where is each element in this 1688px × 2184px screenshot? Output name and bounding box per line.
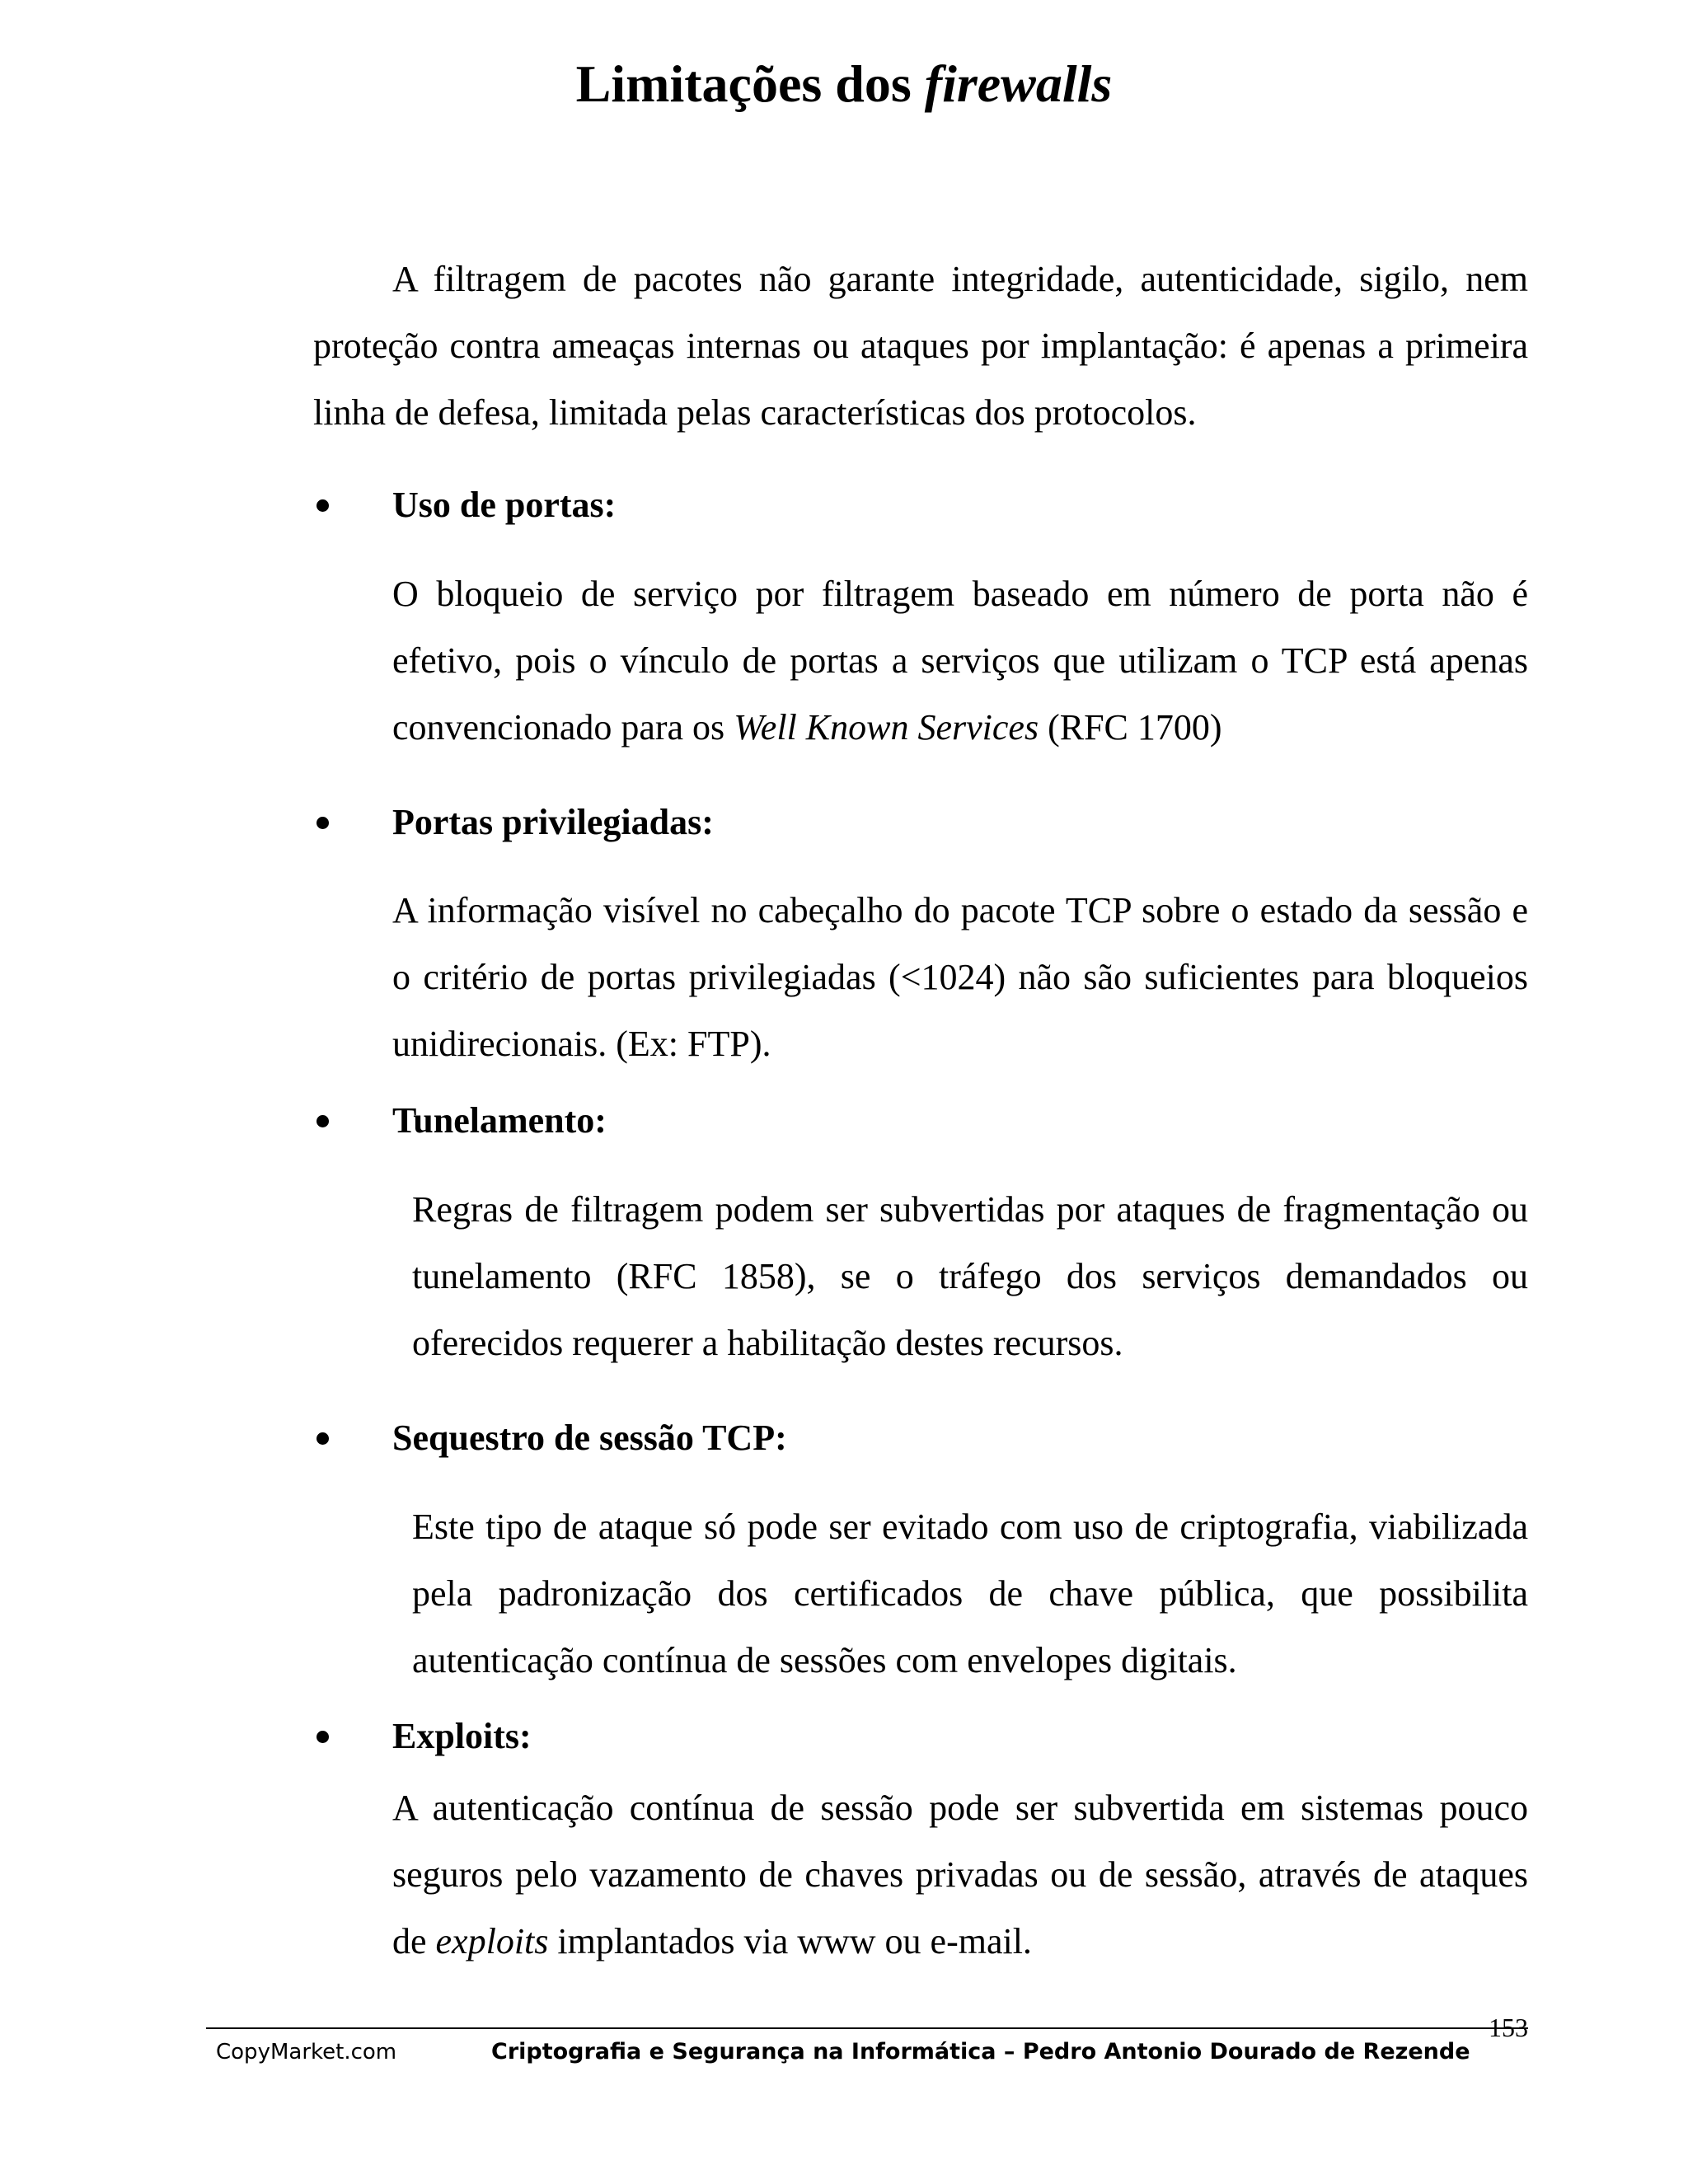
- body-text-end: (RFC 1700): [1039, 707, 1222, 748]
- bullet-item-exploits: [313, 1712, 1528, 1761]
- bullet-icon: [313, 480, 331, 530]
- body-emphasis: exploits: [435, 1921, 549, 1961]
- bullet-icon: [313, 1413, 331, 1463]
- intro-paragraph: [313, 246, 1528, 446]
- bullet-item-portas-privilegiadas: [313, 798, 1528, 847]
- bullet-icon: [313, 1712, 331, 1761]
- title-prefix: Limitações dos: [575, 54, 925, 113]
- intro-text: A filtragem de pacotes não garante integridade, autenticidade, sigilo, nem proteção contra ameaças internas ou ataques por implantação: é apenas a primeira linha de defesa, limitada pelas características dos protocolos.: [313, 259, 1528, 433]
- page-number: 153: [1489, 2013, 1528, 2042]
- bullet-icon: [313, 798, 331, 847]
- body-emphasis: Well Known Services: [734, 707, 1039, 748]
- footer-publisher: CopyMarket.com: [216, 2040, 397, 2064]
- bullet-item-uso-de-portas: [313, 480, 1528, 530]
- section-body-portas-privilegiadas: A informação visível no cabeçalho do pacote TCP sobre o estado da sessão e o critério de portas privilegiadas (<1024) não são suficientes para bloqueios unidirecionais. (Ex: FTP).: [392, 890, 1528, 1064]
- footer-book-title: Criptografia e Segurança na Informática – Pedro Antonio Dourado de Rezende: [491, 2039, 1470, 2064]
- page-title: [0, 51, 1688, 117]
- title-emphasis: firewalls: [924, 54, 1113, 113]
- section-body-sequestro-de-sessao: Este tipo de ataque só pode ser evitado com uso de criptografia, viabilizada pela padronização dos certificados de chave pública, que possibilita autenticação contínua de sessões com envelopes digitais.: [412, 1507, 1528, 1680]
- bullet-heading: Sequestro de sessão TCP:: [392, 1418, 787, 1458]
- bullet-heading: Tunelamento:: [392, 1100, 607, 1141]
- body-text-end: implantados via www ou e-mail.: [548, 1921, 1032, 1961]
- bullet-heading: Portas privilegiadas:: [392, 802, 714, 842]
- bullet-heading: Exploits:: [392, 1716, 532, 1756]
- section-body-tunelamento: Regras de filtragem podem ser subvertidas por ataques de fragmentação ou tunelamento (RFC 1858), se o tráfego dos serviços demandados ou oferecidos requerer a habilitação destes recursos.: [412, 1189, 1528, 1363]
- bullet-item-tunelamento: [313, 1096, 1528, 1146]
- footer-divider: [206, 2027, 1528, 2029]
- body-text: O bloqueio de serviço por filtragem baseado em número de porta não é efetivo, pois o vínculo de portas a serviços que utilizam o TCP está apenas convencionado para os: [392, 574, 1528, 748]
- body-text: A autenticação contínua de sessão pode ser subvertida em sistemas pouco seguros pelo vazamento de chaves privadas ou de sessão, através de ataques de: [392, 1788, 1528, 1961]
- bullet-heading: Uso de portas:: [392, 485, 617, 525]
- section-body-uso-de-portas: [392, 560, 1528, 761]
- bullet-icon: [313, 1096, 331, 1146]
- bullet-item-sequestro-de-sessao: [313, 1413, 1528, 1463]
- section-body-exploits: [392, 1774, 1528, 1975]
